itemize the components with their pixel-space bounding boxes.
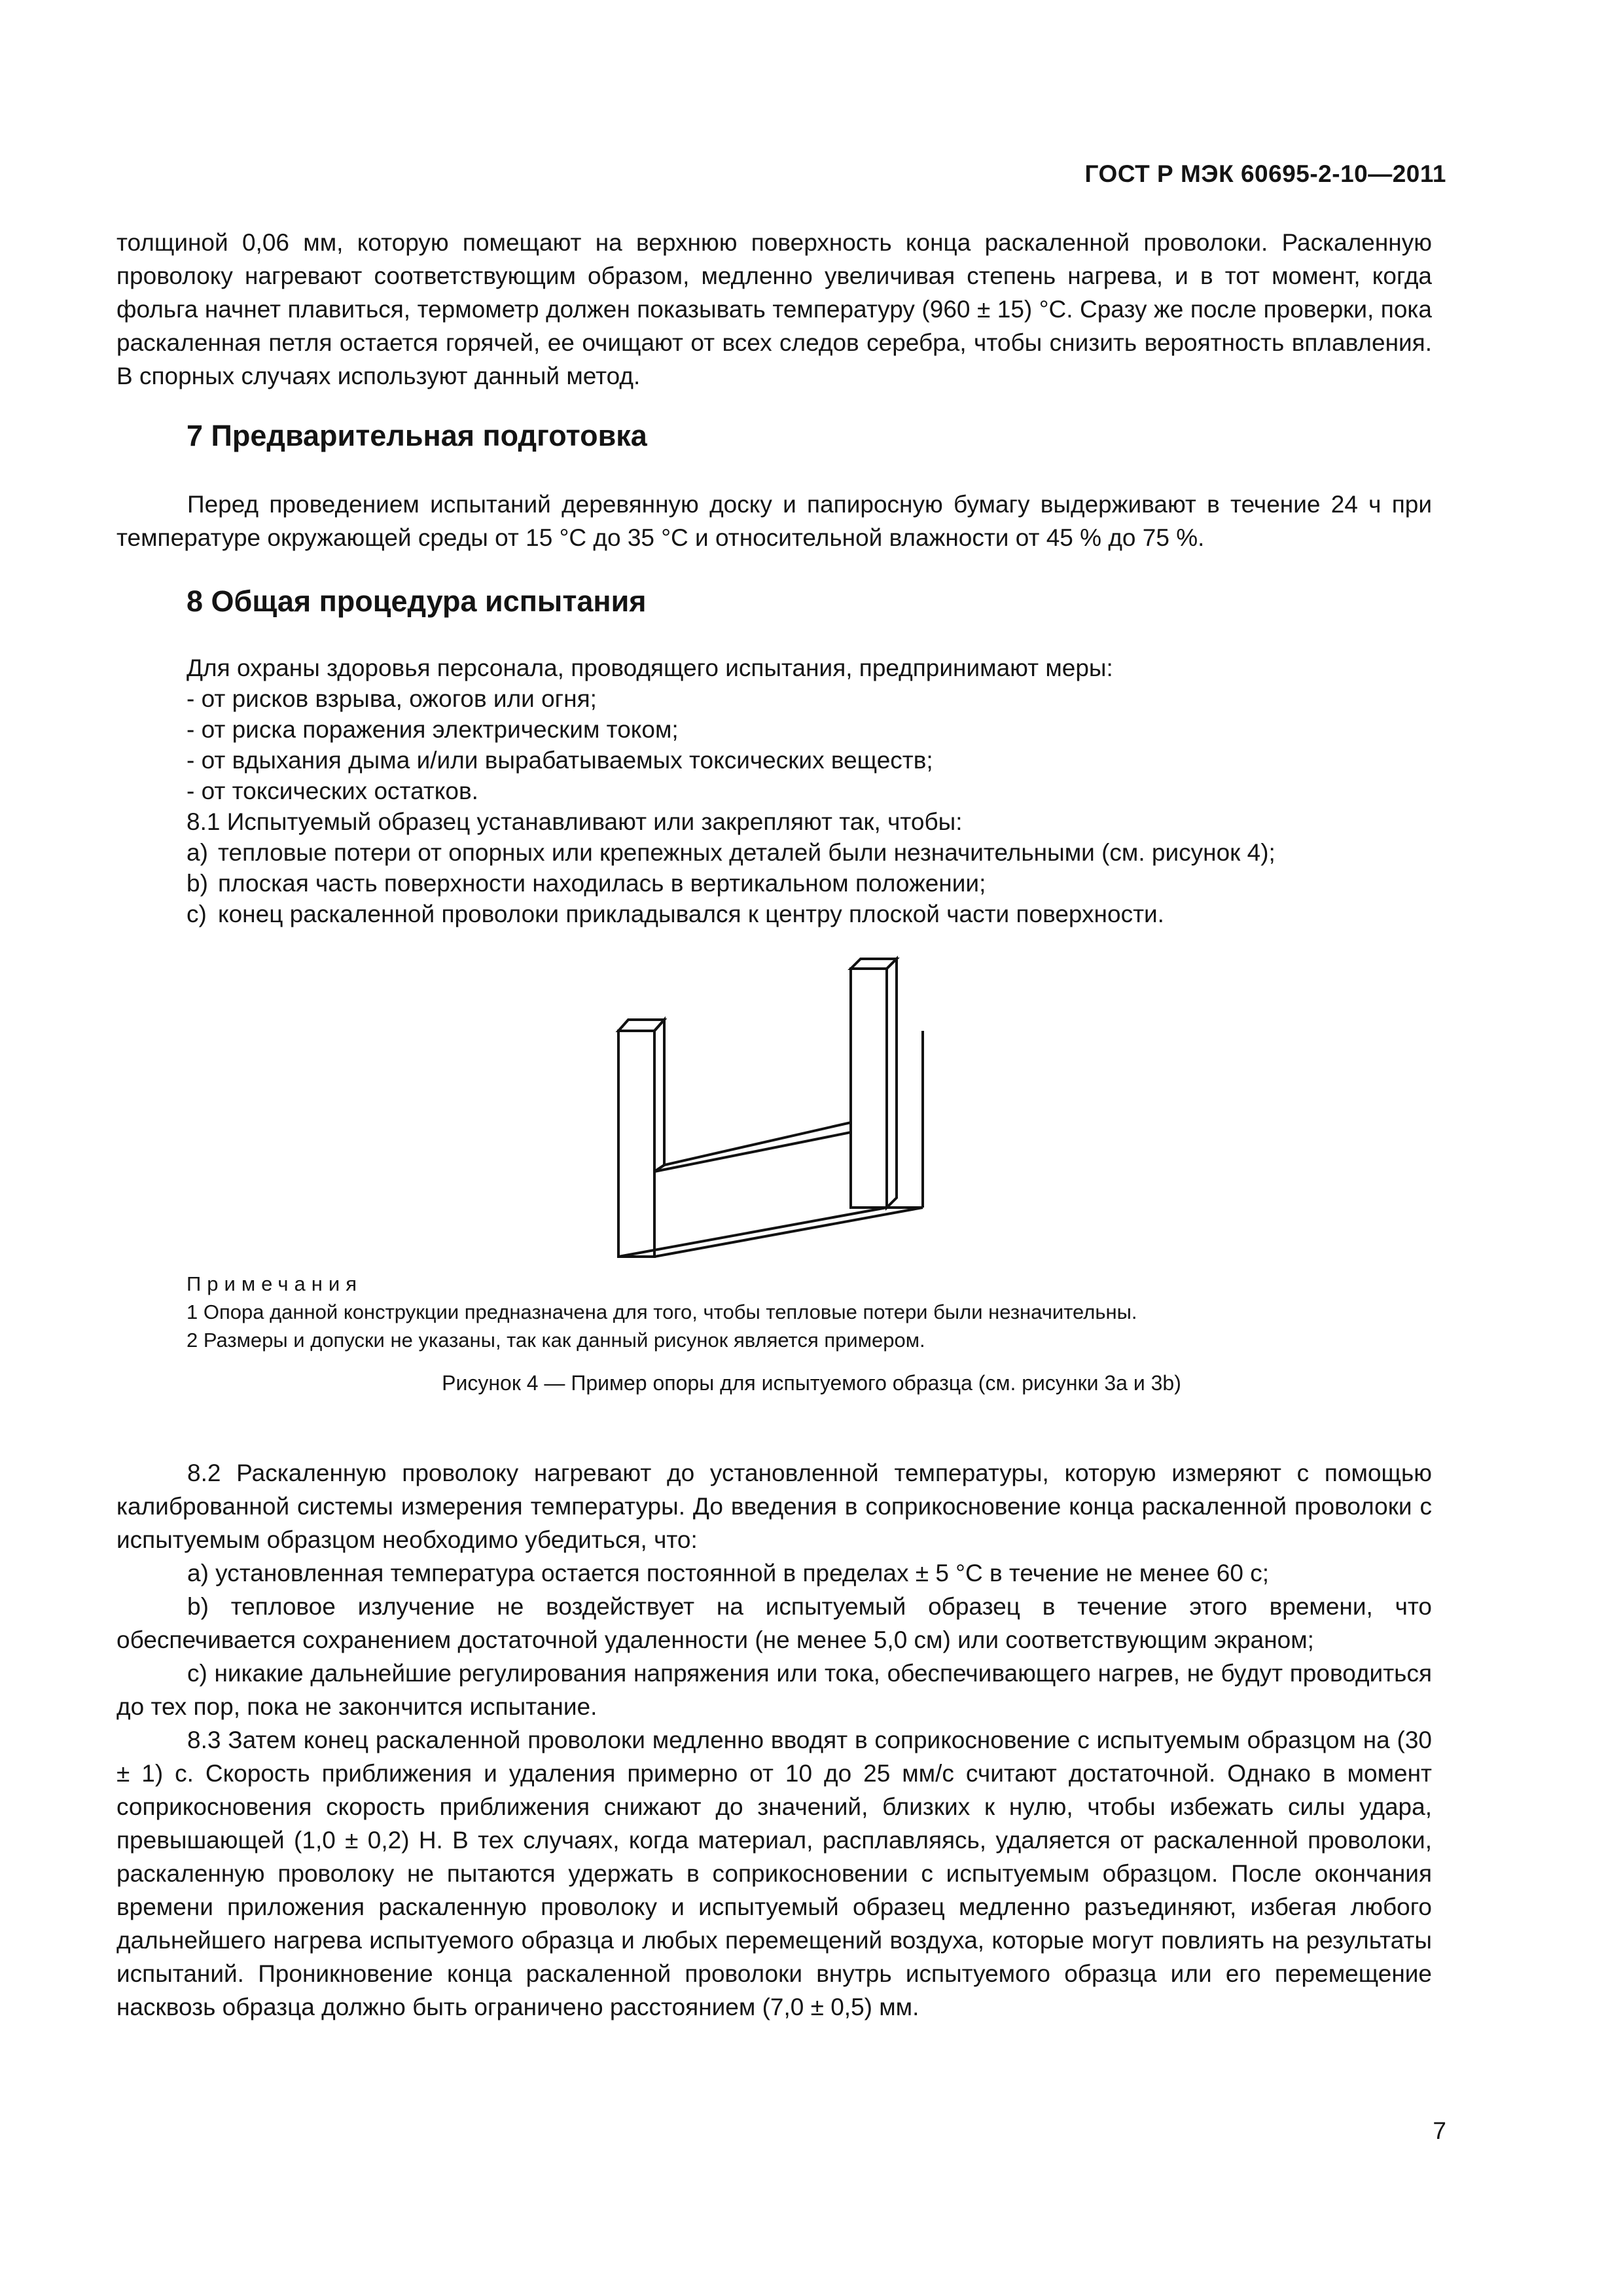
left-post-front bbox=[618, 1031, 654, 1257]
figure-notes bbox=[187, 1270, 1137, 1354]
clause-8-2 bbox=[116, 1456, 1432, 2024]
base-front bbox=[618, 1208, 923, 1257]
measure-item: - от токсических остатков. bbox=[187, 778, 478, 804]
clause-8-2-a: a) установленная температура остается постоянной в пределах ± 5 °С в течение не менее 60 с; bbox=[187, 1560, 1269, 1587]
condition-label: a) bbox=[187, 839, 208, 866]
support-drawing bbox=[589, 956, 942, 1270]
measure-item: - от риска поражения электрическим током; bbox=[187, 716, 679, 743]
standard-header: ГОСТ Р МЭК 60695-2-10—2011 bbox=[1084, 160, 1446, 187]
right-post-front bbox=[851, 969, 887, 1208]
condition-text: конец раскаленной проволоки прикладывался к центру плоской части поверхности. bbox=[218, 901, 1164, 927]
figure-caption: Рисунок 4 — Пример опоры для испытуемого образца (см. рисунки 3a и 3b) bbox=[442, 1371, 1181, 1395]
condition-label: c) bbox=[187, 901, 207, 927]
right-post-side bbox=[887, 959, 897, 1208]
clause-8-2-b: b) тепловое излучение не воздействует на испытуемый образец в течение этого времени, что обеспечивается сохранением достаточной удаленности (не менее 5,0 см) или соответствующим экраном; bbox=[116, 1593, 1432, 1653]
measure-item: - от вдыхания дыма и/или вырабатываемых токсических веществ; bbox=[187, 747, 933, 774]
section-8-title: 8 Общая процедура испытания bbox=[187, 584, 647, 618]
condition-b bbox=[187, 868, 1430, 899]
note-item: 1 Опора данной конструкции предназначена для того, чтобы тепловые потери были незначительны. bbox=[187, 1300, 1137, 1323]
measures-lead: Для охраны здоровья персонала, проводящего испытания, предпринимают меры: bbox=[187, 655, 1113, 681]
base-top bbox=[654, 1122, 851, 1172]
condition-text: тепловые потери от опорных или крепежных деталей были незначительными (см. рисунок 4); bbox=[218, 839, 1275, 866]
condition-label: b) bbox=[187, 870, 208, 897]
section-7-title: 7 Предварительная подготовка bbox=[187, 419, 647, 452]
intro-paragraph: толщиной 0,06 мм, которую помещают на верхнюю поверхность конца раскаленной проволоки. Раскаленную проволоку нагревают соответствующим образом, медленно увеличивая степень нагрева, и в тот момент, когда фольга начнет плавиться, термометр должен показывать температуру (960 ± 15) °С. Сразу же после проверки, пока раскаленная петля остается горячей, ее очищают от всех следов серебра, чтобы снизить вероятность вплавления. В спорных случаях используют данный метод. bbox=[116, 229, 1432, 389]
clause-8-1: 8.1 Испытуемый образец устанавливают или закрепляют так, чтобы: bbox=[187, 808, 963, 835]
section-7-text: Перед проведением испытаний деревянную доску и папиросную бумагу выдерживают в течение 24 ч при температуре окружающей среды от 15 °С до 35 °С и относительной влажности от 45 % до 75 %. bbox=[116, 491, 1432, 551]
condition-c bbox=[187, 899, 1430, 929]
note-item: 2 Размеры и допуски не указаны, так как данный рисунок является примером. bbox=[187, 1329, 925, 1352]
clause-8-3: 8.3 Затем конец раскаленной проволоки медленно вводят в соприкосновение с испытуемым образцом на (30 ± 1) с. Скорость приближения и удаления примерно от 10 до 25 мм/с считают достаточной. Однако в момент соприкосновения скорость приближения снижают до значений, близких к нулю, чтобы избежать силы удара, превышающей (1,0 ± 0,2) Н. В тех случаях, когда материал, расплавляясь, удаляется от раскаленной проволоки, раскаленную проволоку не пытаются удержать в соприкосновении с испытуемым образцом. После окончания времени приложения раскаленную проволоку и испытуемый образец медленно разъединяют, избегая любого дальнейшего нагрева испытуемого образца и любых перемещений воздуха, которые могут повлиять на результаты испытаний. Проникновение конца раскаленной проволоки внутрь испытуемого образца или его перемещение насквозь образца должно быть ограничено расстоянием (7,0 ± 0,5) мм. bbox=[116, 1727, 1432, 2020]
left-post-side bbox=[654, 1020, 664, 1172]
condition-text: плоская часть поверхности находилась в вертикальном положении; bbox=[218, 870, 986, 897]
measure-item: - от рисков взрыва, ожогов или огня; bbox=[187, 685, 597, 712]
clause-8-2-c: c) никакие дальнейшие регулирования напряжения или тока, обеспечивающего нагрев, не будут проводиться до тех пор, пока не закончится испытание. bbox=[116, 1660, 1432, 1720]
clause-8-2-intro: 8.2 Раскаленную проволоку нагревают до установленной температуры, которую измеряют с помощью калиброванной системы измерения температуры. До введения в соприкосновение конца раскаленной проволоки с испытуемым образцом необходимо убедиться, что: bbox=[116, 1460, 1432, 1553]
notes-title: Примечания bbox=[187, 1272, 363, 1295]
section-8-measures bbox=[187, 653, 1430, 929]
condition-a bbox=[187, 837, 1430, 868]
page-number: 7 bbox=[1433, 2117, 1446, 2144]
